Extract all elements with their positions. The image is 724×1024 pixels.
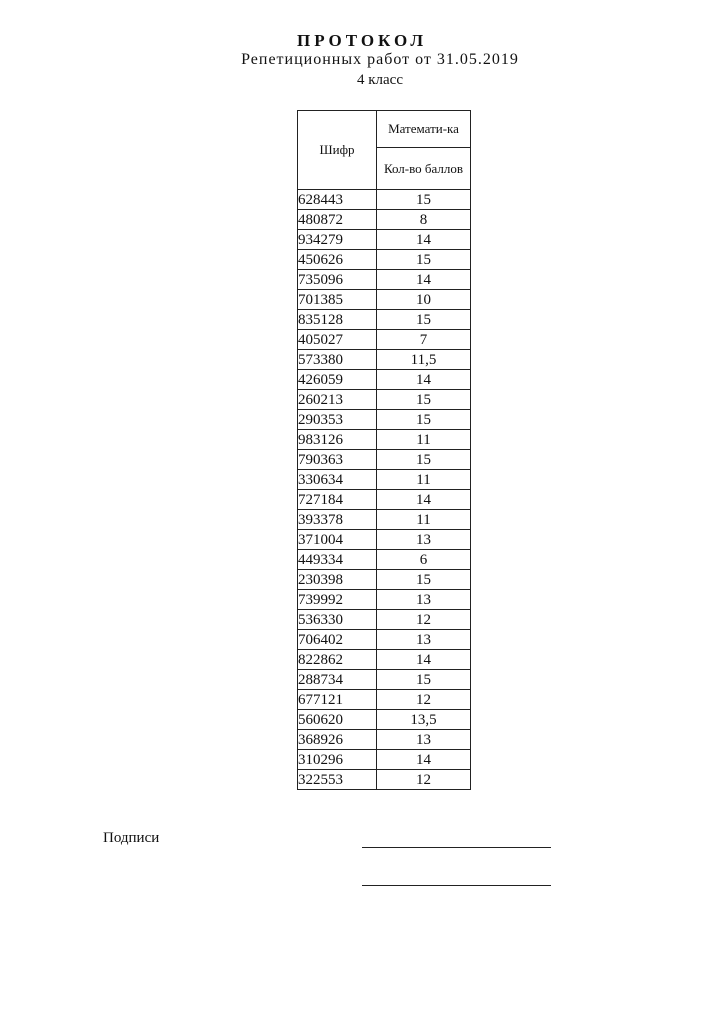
table-row <box>298 710 471 730</box>
table-row <box>298 590 471 610</box>
score-cell: 15 <box>377 250 471 270</box>
code-cell: 426059 <box>298 370 377 390</box>
code-cell: 330634 <box>298 470 377 490</box>
code-cell: 706402 <box>298 630 377 650</box>
table-row <box>298 530 471 550</box>
code-cell: 480872 <box>298 210 377 230</box>
score-cell: 13 <box>377 630 471 650</box>
code-cell: 449334 <box>298 550 377 570</box>
code-cell: 288734 <box>298 670 377 690</box>
table-row <box>298 210 471 230</box>
score-cell: 10 <box>377 290 471 310</box>
table-row <box>298 330 471 350</box>
code-cell: 260213 <box>298 390 377 410</box>
score-cell: 13,5 <box>377 710 471 730</box>
code-cell: 934279 <box>298 230 377 250</box>
table-row <box>298 550 471 570</box>
score-cell: 14 <box>377 490 471 510</box>
score-cell: 11 <box>377 510 471 530</box>
results-body <box>298 190 471 790</box>
table-row <box>298 430 471 450</box>
code-cell: 368926 <box>298 730 377 750</box>
table-row <box>298 230 471 250</box>
code-cell: 701385 <box>298 290 377 310</box>
header-subject-label: Математи-ка <box>388 121 459 136</box>
table-row <box>298 390 471 410</box>
score-cell: 14 <box>377 270 471 290</box>
document-subtitle: Репетиционных работ от 31.05.2019 <box>241 51 519 68</box>
score-cell: 14 <box>377 230 471 250</box>
signature-line-1 <box>362 847 551 848</box>
code-cell: 322553 <box>298 770 377 790</box>
table-row <box>298 190 471 210</box>
code-cell: 628443 <box>298 190 377 210</box>
code-cell: 983126 <box>298 430 377 450</box>
table-row <box>298 750 471 770</box>
score-cell: 15 <box>377 310 471 330</box>
code-cell: 835128 <box>298 310 377 330</box>
table-row <box>298 510 471 530</box>
table-row <box>298 570 471 590</box>
header-code: Шифр <box>298 111 377 190</box>
code-cell: 393378 <box>298 510 377 530</box>
table-row <box>298 630 471 650</box>
score-cell: 14 <box>377 650 471 670</box>
code-cell: 560620 <box>298 710 377 730</box>
score-cell: 15 <box>377 390 471 410</box>
table-row <box>298 370 471 390</box>
code-cell: 573380 <box>298 350 377 370</box>
table-row <box>298 410 471 430</box>
results-table <box>297 110 471 790</box>
score-cell: 12 <box>377 690 471 710</box>
code-cell: 677121 <box>298 690 377 710</box>
table-row <box>298 610 471 630</box>
score-cell: 15 <box>377 410 471 430</box>
score-cell: 7 <box>377 330 471 350</box>
score-cell: 6 <box>377 550 471 570</box>
score-cell: 14 <box>377 750 471 770</box>
table-row <box>298 770 471 790</box>
code-cell: 230398 <box>298 570 377 590</box>
code-cell: 371004 <box>298 530 377 550</box>
code-cell: 450626 <box>298 250 377 270</box>
code-cell: 536330 <box>298 610 377 630</box>
code-cell: 739992 <box>298 590 377 610</box>
code-cell: 290353 <box>298 410 377 430</box>
score-cell: 15 <box>377 570 471 590</box>
code-cell: 405027 <box>298 330 377 350</box>
header-points-label: Кол-во баллов <box>383 161 464 176</box>
score-cell: 12 <box>377 770 471 790</box>
table-row <box>298 690 471 710</box>
score-cell: 11,5 <box>377 350 471 370</box>
score-cell: 11 <box>377 470 471 490</box>
grade-label: 4 класс <box>357 72 403 88</box>
signature-line-2 <box>362 885 551 886</box>
code-cell: 727184 <box>298 490 377 510</box>
score-cell: 12 <box>377 610 471 630</box>
score-cell: 13 <box>377 530 471 550</box>
score-cell: 8 <box>377 210 471 230</box>
header-points <box>377 148 471 190</box>
table-row <box>298 470 471 490</box>
table-row <box>298 670 471 690</box>
score-cell: 15 <box>377 190 471 210</box>
score-cell: 11 <box>377 430 471 450</box>
table-row <box>298 290 471 310</box>
code-cell: 790363 <box>298 450 377 470</box>
code-cell: 735096 <box>298 270 377 290</box>
table-row <box>298 490 471 510</box>
score-cell: 13 <box>377 590 471 610</box>
table-row <box>298 650 471 670</box>
table-row <box>298 310 471 330</box>
code-cell: 822862 <box>298 650 377 670</box>
score-cell: 13 <box>377 730 471 750</box>
table-row <box>298 450 471 470</box>
document-title: ПРОТОКОЛ <box>296 31 427 50</box>
score-cell: 15 <box>377 450 471 470</box>
table-row <box>298 350 471 370</box>
score-cell: 15 <box>377 670 471 690</box>
table-header-row <box>298 111 471 148</box>
table-row <box>298 270 471 290</box>
code-cell: 310296 <box>298 750 377 770</box>
table-row <box>298 250 471 270</box>
table-row <box>298 730 471 750</box>
score-cell: 14 <box>377 370 471 390</box>
signatures-label: Подписи <box>103 830 160 846</box>
header-subject <box>377 111 471 148</box>
